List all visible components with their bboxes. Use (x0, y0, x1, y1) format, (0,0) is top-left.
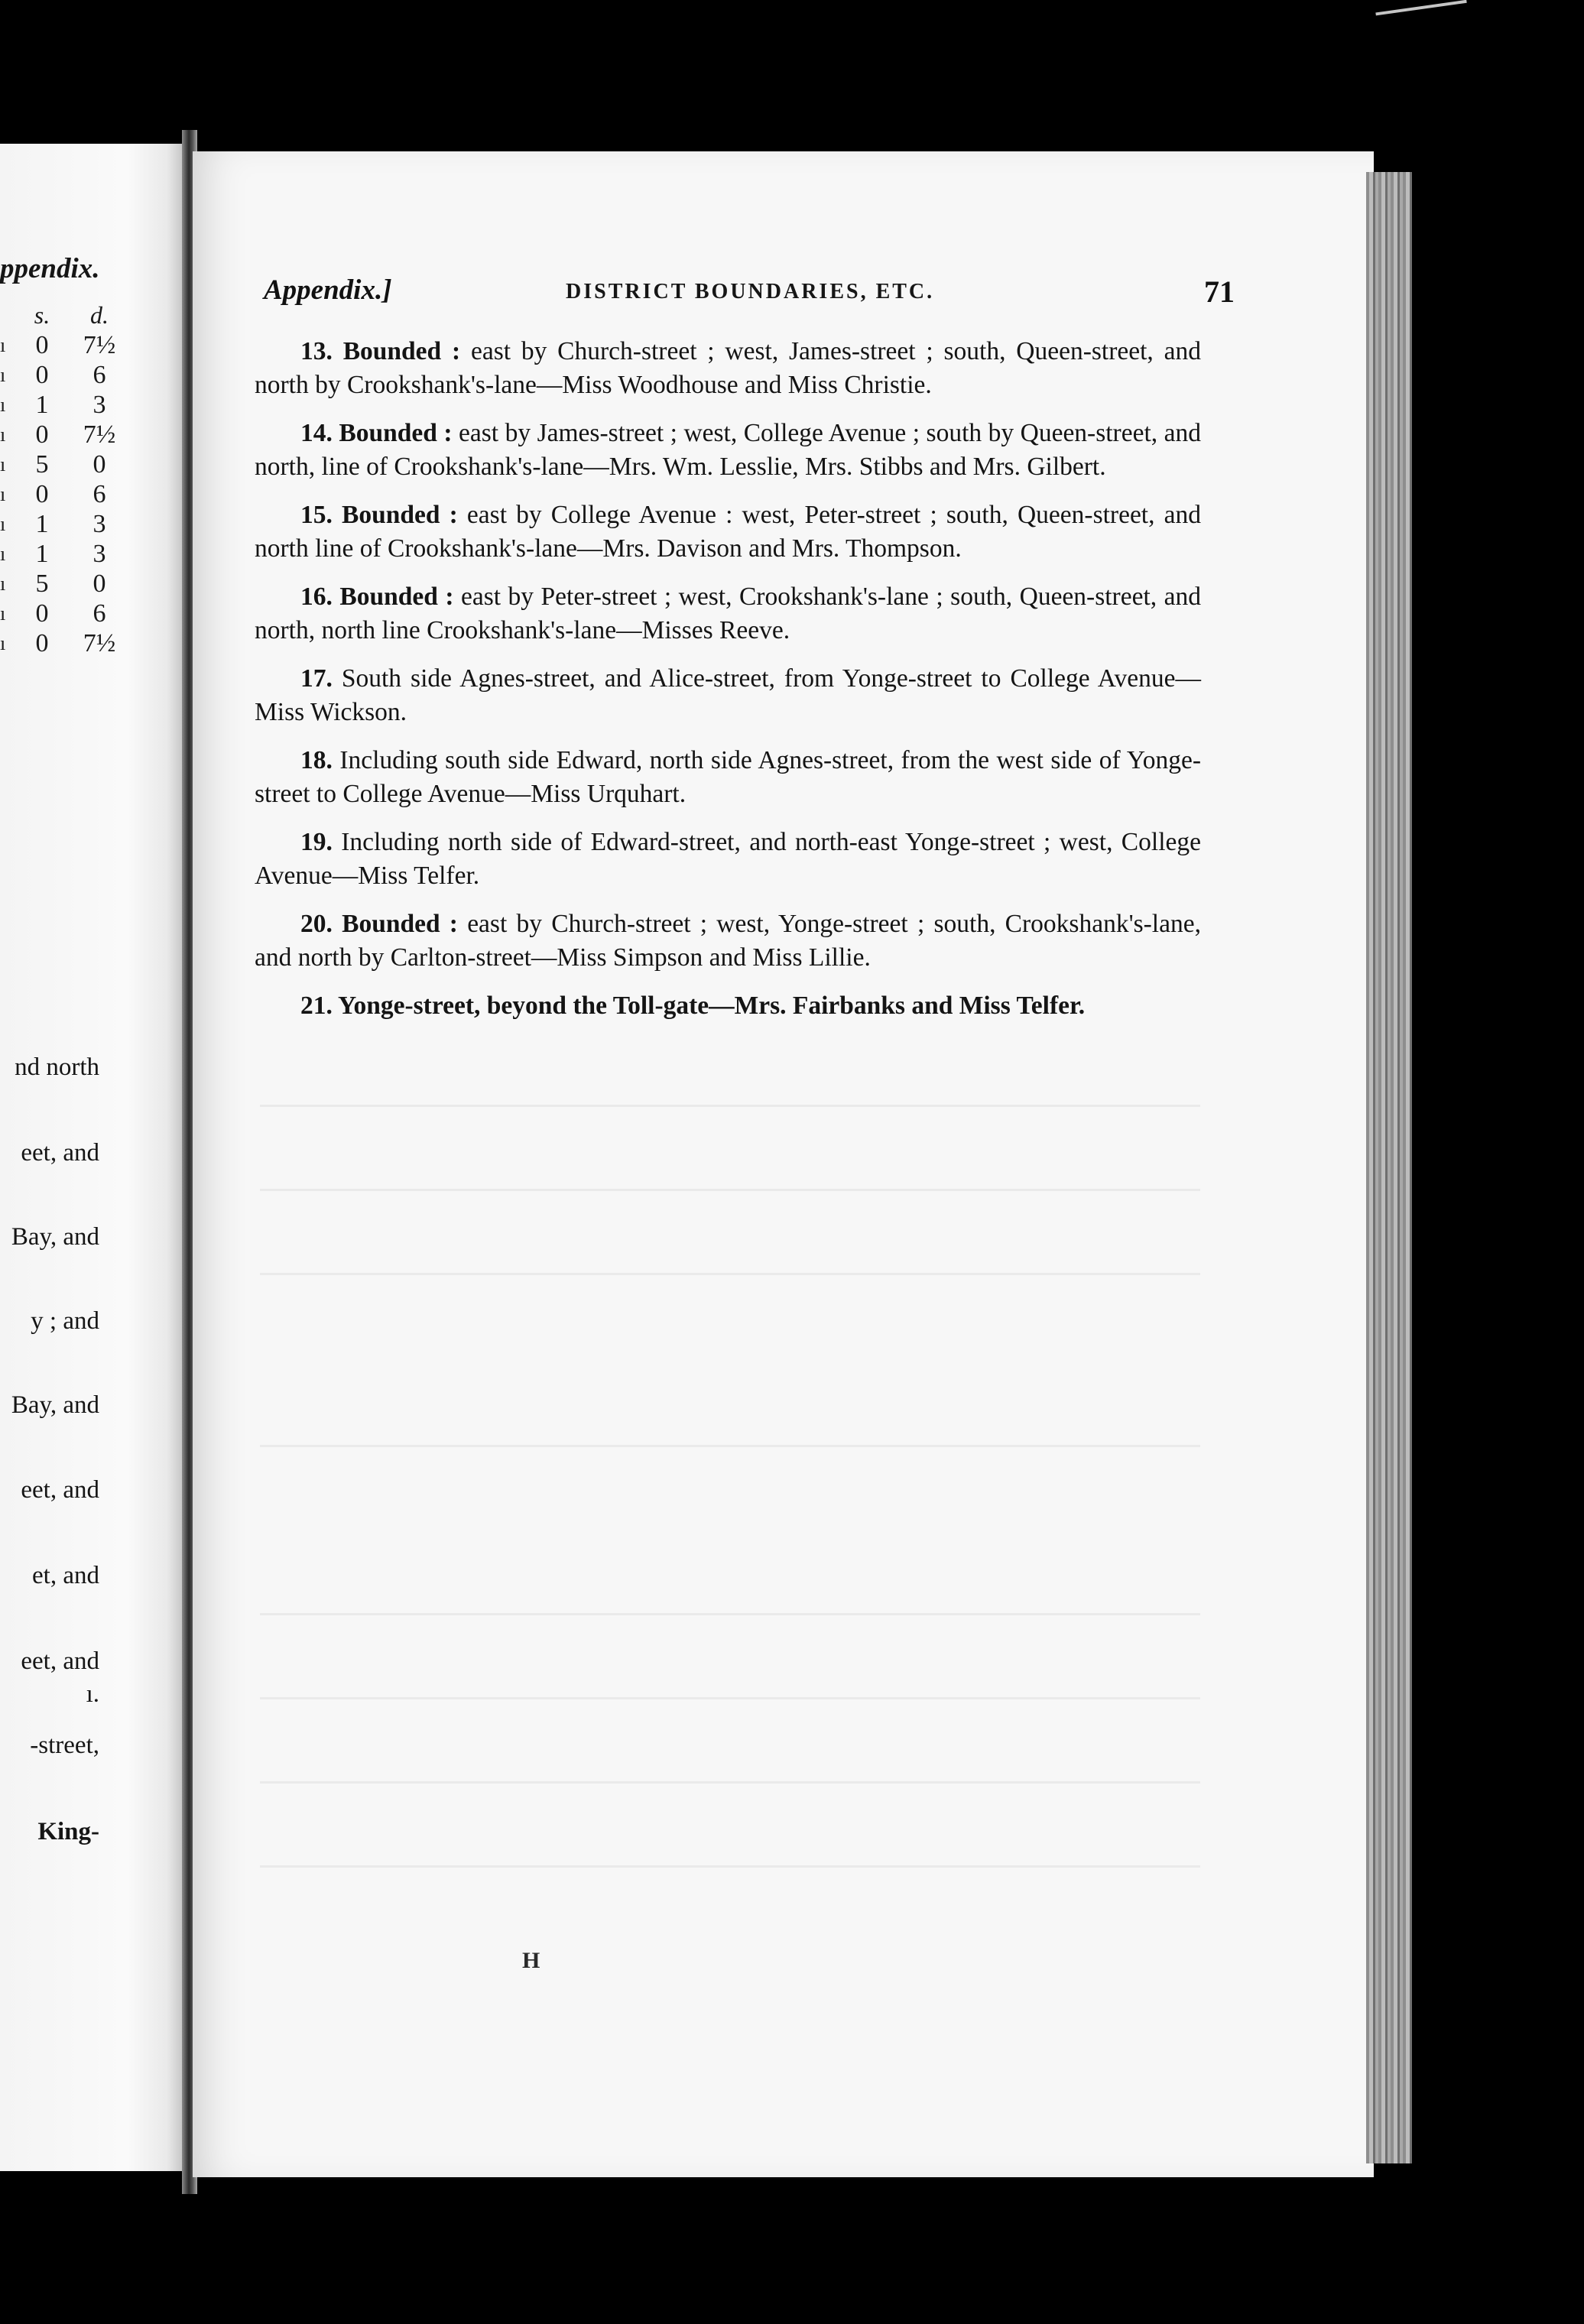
shillings-cell: 0 (35, 360, 49, 389)
signature-mark: H (522, 1948, 540, 1973)
row-mark: ı (0, 333, 6, 356)
page-header (264, 274, 1235, 312)
pence-cell: 3 (93, 539, 106, 568)
fee-table-row (0, 420, 130, 450)
entry-text: Yonge-street, beyond the Toll-gate—Mrs. Fairbanks and Miss Telfer. (332, 992, 1086, 1020)
row-mark: ı (0, 542, 6, 565)
fee-table-row (0, 628, 130, 658)
district-entries (255, 335, 1201, 1037)
left-page-line-fragment: King- (37, 1818, 99, 1845)
pence-cell: 6 (93, 360, 106, 389)
entry-number: 20. Bounded : (300, 910, 458, 938)
row-mark: ı (0, 482, 6, 505)
entry-number: 21. (300, 992, 333, 1020)
shillings-cell: 0 (35, 599, 49, 628)
left-page-line-fragment: eet, and (21, 1139, 99, 1167)
entry-number: 18. (300, 746, 333, 774)
entry-text: east by College Avenue : west, Peter-street ; south, Queen-street, and north line of Crookshank's-lane—Mrs. Davison and Mrs. Thompson. (255, 501, 1201, 563)
row-mark: ı (0, 602, 6, 625)
entry-text: Including north side of Edward-street, and north-east Yonge-street ; west, College Avenue—Miss Telfer. (255, 828, 1201, 890)
row-mark: ı (0, 423, 6, 446)
row-mark: ı (0, 631, 6, 654)
left-page-heading: ppendix. (0, 253, 100, 284)
entry-number: 15. Bounded : (300, 501, 458, 529)
left-page (0, 144, 182, 2171)
row-mark: ı (0, 363, 6, 386)
shillings-cell: 1 (35, 390, 49, 419)
pence-cell: 7½ (83, 330, 116, 359)
district-entry (255, 826, 1201, 893)
running-head-title: DISTRICT BOUNDARIES, ETC. (566, 280, 935, 303)
shillings-cell: 5 (35, 569, 49, 598)
left-page-line-fragment: Bay, and (11, 1391, 99, 1419)
entry-text: east by James-street ; west, College Avenue ; south by Queen-street, and north, line of Crookshank's-lane—Mrs. Wm. Lesslie, Mrs. Stibbs and Mrs. Gilbert. (255, 419, 1201, 481)
district-entry (255, 989, 1201, 1023)
col-header-pence: d. (90, 301, 109, 329)
district-entry (255, 662, 1201, 729)
entry-text: east by Peter-street ; west, Crookshank's-lane ; south, Queen-street, and north, north line Crookshank's-lane—Misses Reeve. (255, 583, 1201, 644)
left-page-line-fragment: ı. (86, 1680, 99, 1708)
fee-table-row (0, 390, 130, 420)
row-mark: ı (0, 512, 6, 535)
left-page-line-fragment: et, and (32, 1562, 99, 1589)
entry-number: 13. Bounded : (300, 337, 461, 365)
shillings-cell: 1 (35, 539, 49, 568)
page-edges (1366, 172, 1412, 2163)
entry-number: 17. (300, 664, 333, 693)
pence-cell: 7½ (83, 628, 116, 657)
left-page-line-fragment: nd north (15, 1053, 99, 1081)
entry-text: Including south side Edward, north side Agnes-street, from the west side of Yonge-street to College Avenue—Miss Urquhart. (255, 746, 1201, 808)
fee-table-row (0, 599, 130, 628)
left-page-line-fragment: Bay, and (11, 1223, 99, 1251)
col-header-shillings: s. (34, 301, 50, 329)
shillings-cell: 0 (35, 479, 49, 508)
fee-table (0, 300, 130, 658)
film-corner-mark (1375, 0, 1468, 26)
shillings-cell: 1 (35, 509, 49, 538)
pence-cell: 3 (93, 509, 106, 538)
fee-table-row (0, 360, 130, 390)
left-page-line-fragment: eet, and (21, 1476, 99, 1504)
left-page-line-fragment: -street, (30, 1732, 99, 1759)
pence-cell: 0 (93, 569, 106, 598)
entry-number: 19. (300, 828, 333, 856)
entry-number: 16. Bounded : (300, 583, 454, 611)
running-head-appendix: Appendix.] (264, 274, 392, 306)
district-entry (255, 417, 1201, 484)
pence-cell: 3 (93, 390, 106, 419)
entry-text: east by Church-street ; west, James-street ; south, Queen-street, and north by Crookshank's-lane—Miss Woodhouse and Miss Christie. (255, 337, 1201, 399)
entry-number: 14. Bounded : (300, 419, 453, 447)
district-entry (255, 498, 1201, 566)
fee-table-row (0, 330, 130, 360)
fee-table-row (0, 569, 130, 599)
pence-cell: 6 (93, 599, 106, 628)
shillings-cell: 5 (35, 450, 49, 479)
shillings-cell: 0 (35, 330, 49, 359)
district-entry (255, 335, 1201, 402)
fee-table-row (0, 479, 130, 509)
left-page-line-fragment: eet, and (21, 1647, 99, 1675)
district-entry (255, 907, 1201, 975)
fee-table-row (0, 450, 130, 479)
pence-cell: 7½ (83, 420, 116, 449)
fee-table-header (0, 300, 130, 330)
fee-table-row (0, 539, 130, 569)
left-page-line-fragment: y ; and (31, 1307, 99, 1335)
shillings-cell: 0 (35, 420, 49, 449)
district-entry (255, 744, 1201, 811)
pence-cell: 6 (93, 479, 106, 508)
row-mark: ı (0, 572, 6, 595)
district-entry (255, 580, 1201, 648)
row-mark: ı (0, 393, 6, 416)
page-number: 71 (1204, 274, 1235, 309)
shillings-cell: 0 (35, 628, 49, 657)
fee-table-row (0, 509, 130, 539)
pence-cell: 0 (93, 450, 106, 479)
entry-text: east by Church-street ; west, Yonge-street ; south, Crookshank's-lane, and north by Carlton-street—Miss Simpson and Miss Lillie. (255, 910, 1201, 972)
row-mark: ı (0, 453, 6, 476)
entry-text: South side Agnes-street, and Alice-street, from Yonge-street to College Avenue—Miss Wickson. (255, 664, 1201, 726)
